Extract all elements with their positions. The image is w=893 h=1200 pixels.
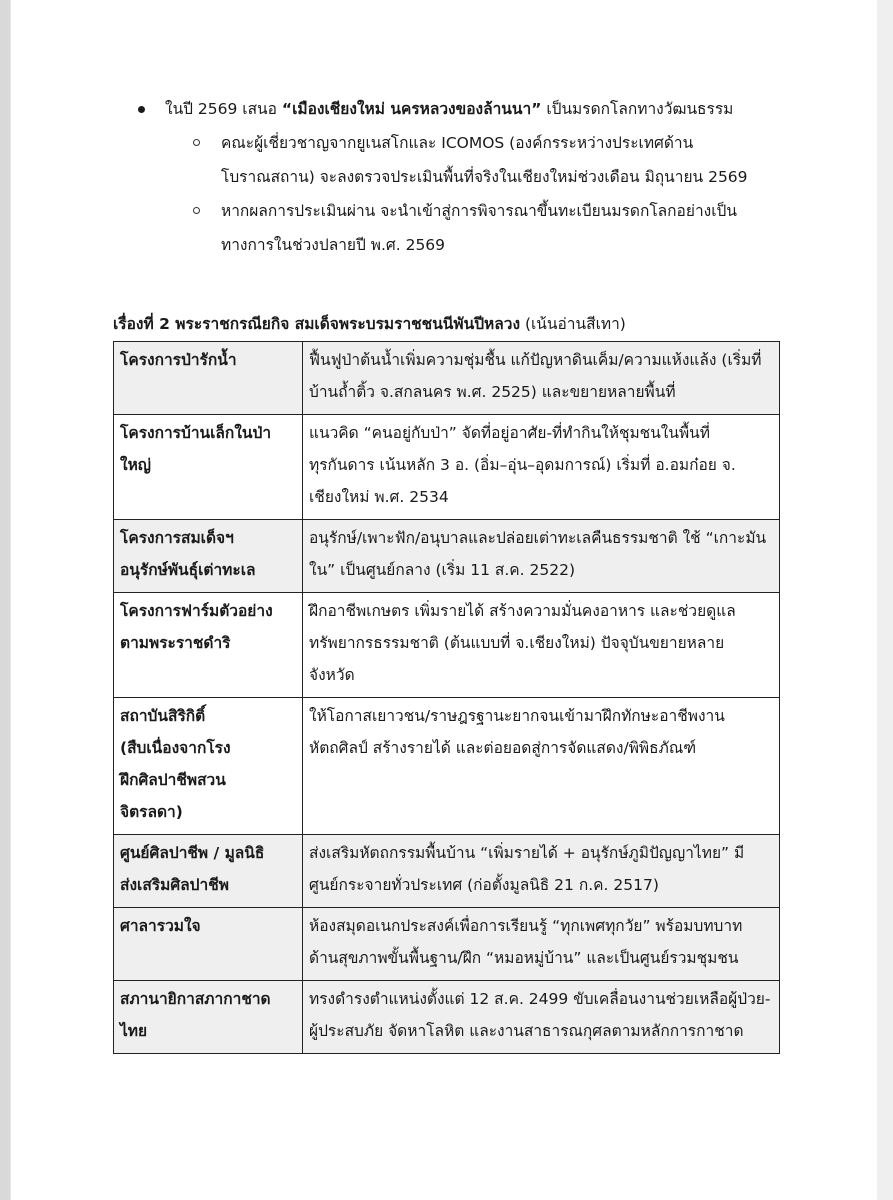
project-description-line: ส่งเสริมหัตถกรรมพื้นบ้าน “เพิ่มรายได้ + อนุรักษ์ภูมิปัญญาไทย” มี <box>309 844 745 862</box>
project-description-cell <box>303 981 780 1054</box>
project-name-cell <box>114 593 303 698</box>
table-row <box>114 698 780 835</box>
project-description-line: แนวคิด “คนอยู่กับป่า” จัดที่อยู่อาศัย-ที่ทำกินให้ชุมชนในพื้นที่ <box>309 424 710 442</box>
project-description-line: ผู้ประสบภัย จัดหาโลหิต และงานสาธารณกุศลตามหลักการกาชาด <box>309 1022 744 1040</box>
section-note: (เน้นอ่านสีเทา) <box>520 315 626 333</box>
project-name-line: โครงการฟาร์มตัวอย่าง <box>120 602 273 620</box>
table-row <box>114 835 780 908</box>
project-description-line: ฟื้นฟูป่าต้นน้ำเพิ่มความชุ่มชื้น แก้ปัญหาดินเค็ม/ความแห้งแล้ง (เริ่มที่ <box>309 351 762 369</box>
project-name-line: สภานายิกาสภากาชาด <box>120 990 271 1008</box>
project-name-line: ศาลารวมใจ <box>120 917 201 935</box>
project-description-line: ห้องสมุดอเนกประสงค์เพื่อการเรียนรู้ “ทุกเพศทุกวัย” พร้อมบทบาท <box>309 917 743 935</box>
project-description-line: ทุรกันดาร เน้นหลัก 3 อ. (อิ่ม–อุ่น–อุดมการณ์) เริ่มที่ อ.อมก๋อย จ. <box>309 456 736 474</box>
project-description-line: ด้านสุขภาพขั้นพื้นฐาน/ฝึก “หมอหมู่บ้าน” และเป็นศูนย์รวมชุมชน <box>309 949 739 967</box>
section-title: เรื่องที่ 2 พระราชกรณียกิจ สมเด็จพระบรมราชชนนีพันปีหลวง <box>113 315 521 333</box>
project-name-cell <box>114 342 303 415</box>
project-name-line: อนุรักษ์พันธุ์เต่าทะเล <box>120 561 256 579</box>
project-name-line: ตามพระราชดำริ <box>120 634 231 652</box>
table-row <box>114 342 780 415</box>
project-name-cell <box>114 520 303 593</box>
bullet-dot-icon <box>138 106 145 113</box>
circle-bullet-icon <box>193 139 200 146</box>
bullet-main-suffix: เป็นมรดกโลกทางวัฒนธรรม <box>541 100 734 118</box>
sub-bullet-item-1 <box>135 126 785 194</box>
project-description-line: หัตถศิลป์ สร้างรายได้ และต่อยอดสู่การจัดแสดง/พิพิธภัณฑ์ <box>309 739 697 757</box>
sub-bullet-1-line-2: โบราณสถาน) จะลงตรวจประเมินพื้นที่จริงในเชียงใหม่ช่วงเดือน มิถุนายน 2569 <box>221 168 748 186</box>
sub-bullet-1-line-1: คณะผู้เชี่ยวชาญจากยูเนสโกและ ICOMOS (องค์กรระหว่างประเทศด้าน <box>221 134 694 152</box>
project-description-cell <box>303 520 780 593</box>
project-name-cell <box>114 981 303 1054</box>
table-row <box>114 908 780 981</box>
project-description-line: ทรงดำรงตำแหน่งตั้งแต่ 12 ส.ค. 2499 ขับเคลื่อนงานช่วยเหลือผู้ป่วย- <box>309 990 771 1008</box>
project-name-line: ไทย <box>120 1022 148 1040</box>
project-description-line: จังหวัด <box>309 666 355 684</box>
project-description-line: บ้านถ้ำติ้ว จ.สกลนคร พ.ศ. 2525) และขยายหลายพื้นที่ <box>309 383 676 401</box>
projects-table-body <box>114 342 780 1054</box>
project-name-cell <box>114 698 303 835</box>
project-name-line: สถาบันสิริกิติ์ <box>120 707 206 725</box>
project-description-cell <box>303 593 780 698</box>
projects-table <box>113 341 780 1054</box>
project-description-line: ศูนย์กระจายทั่วประเทศ (ก่อตั้งมูลนิธิ 21 ก.ค. 2517) <box>309 876 659 894</box>
sub-bullet-2-line-2: ทางการในช่วงปลายปี พ.ศ. 2569 <box>221 236 446 254</box>
project-name-line: ฝึกศิลปาชีพสวน <box>120 771 226 789</box>
project-description-cell <box>303 415 780 520</box>
sub-bullet-2-line-1: หากผลการประเมินผ่าน จะนำเข้าสู่การพิจารณาขึ้นทะเบียนมรดกโลกอย่างเป็น <box>221 202 737 220</box>
bullet-main-prefix: ในปี 2569 เสนอ <box>165 100 282 118</box>
project-description-cell <box>303 908 780 981</box>
project-description-line: ใน” เป็นศูนย์กลาง (เริ่ม 11 ส.ค. 2522) <box>309 561 576 579</box>
table-row <box>114 593 780 698</box>
circle-bullet-icon <box>193 207 200 214</box>
bullet-list <box>135 92 785 262</box>
table-row <box>114 520 780 593</box>
project-name-line: โครงการป่ารักน้ำ <box>120 351 237 369</box>
project-description-cell <box>303 698 780 835</box>
project-name-line: (สืบเนื่องจากโรง <box>120 739 231 757</box>
project-description-line: ทรัพยากรธรรมชาติ (ต้นแบบที่ จ.เชียงใหม่) ปัจจุบันขยายหลาย <box>309 634 725 652</box>
project-name-line: โครงการบ้านเล็กในป่า <box>120 424 272 442</box>
project-description-cell <box>303 342 780 415</box>
project-name-line: ใหญ่ <box>120 456 151 474</box>
project-description-line: ให้โอกาสเยาวชน/ราษฎรฐานะยากจนเข้ามาฝึกทักษะอาชีพงาน <box>309 707 725 725</box>
section-heading <box>113 307 626 341</box>
bullet-main-bold: “เมืองเชียงใหม่ นครหลวงของล้านนา” <box>281 100 542 118</box>
project-name-cell <box>114 835 303 908</box>
project-name-line: ศูนย์ศิลปาชีพ / มูลนิธิ <box>120 844 265 862</box>
bullet-item-main <box>135 92 785 126</box>
project-name-cell <box>114 908 303 981</box>
project-name-cell <box>114 415 303 520</box>
table-row <box>114 981 780 1054</box>
sub-bullet-item-2 <box>135 194 785 262</box>
project-description-line: เชียงใหม่ พ.ศ. 2534 <box>309 488 449 506</box>
project-description-cell <box>303 835 780 908</box>
table-row <box>114 415 780 520</box>
project-name-line: โครงการสมเด็จฯ <box>120 529 234 547</box>
project-description-line: อนุรักษ์/เพาะฟัก/อนุบาลและปล่อยเต่าทะเลคืนธรรมชาติ ใช้ “เกาะมัน <box>309 529 767 547</box>
project-description-line: ฝึกอาชีพเกษตร เพิ่มรายได้ สร้างความมั่นคงอาหาร และช่วยดูแล <box>309 602 736 620</box>
project-name-line: จิตรลดา) <box>120 803 183 821</box>
project-name-line: ส่งเสริมศิลปาชีพ <box>120 876 229 894</box>
page-edge <box>877 0 893 1200</box>
